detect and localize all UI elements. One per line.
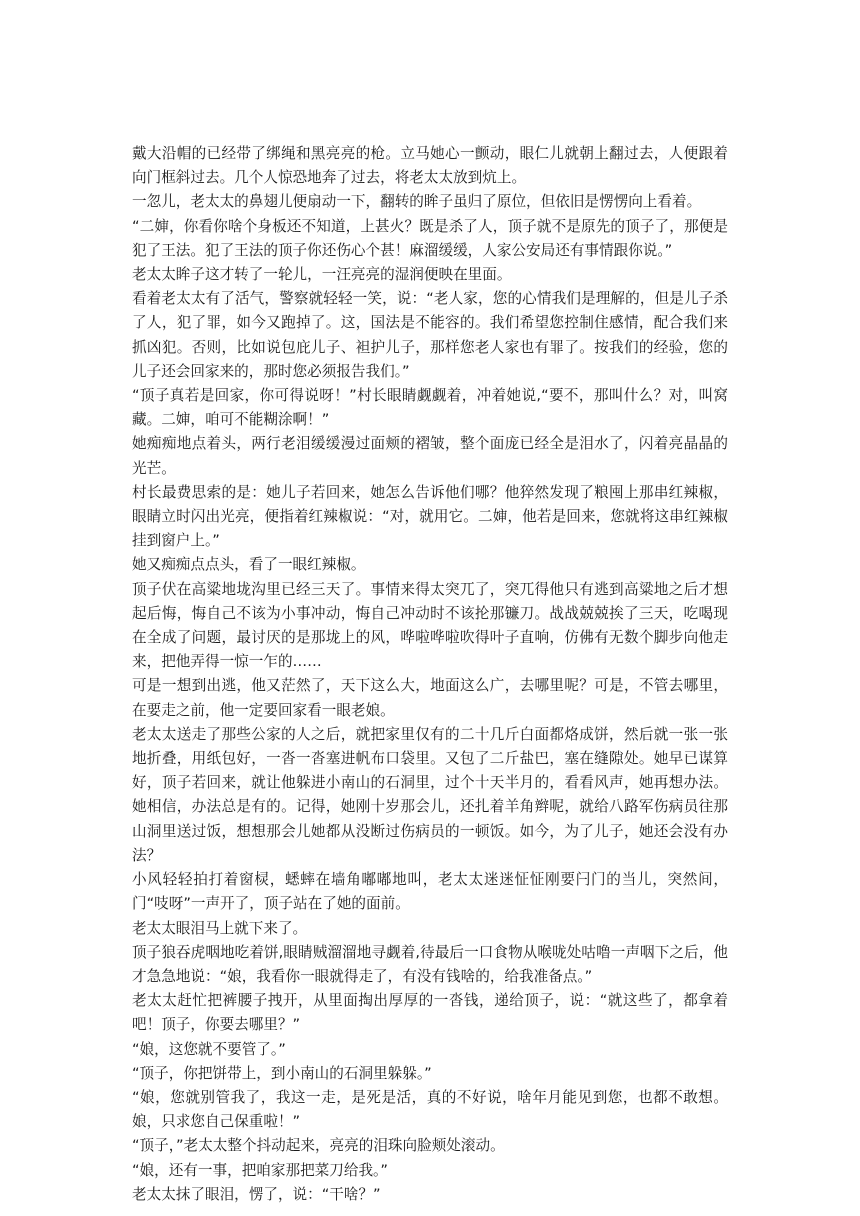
paragraph-6: “顶子真若是回家，你可得说呀！”村长眼睛觑觑着，冲着她说,“要不，那叫什么？对，叫窝藏。二婶，咱可不能糊涂啊！” [132,387,728,429]
paragraph-8: 村长最费思索的是：她儿子若回来，她怎么告诉他们哪？他猝然发现了粮囤上那串红辣椒，眼睛立时闪出光亮，便指着红辣椒说：“对，就用它。二婶，他若是回来，您就将这串红辣椒挂到窗户上。” [132,483,728,550]
paragraph-15: 顶子狼吞虎咽地吃着饼,眼睛贼溜溜地寻觑着,待最后一口食物从喉咙处咕噜一声咽下之后，他才急急地说：“娘，我看你一眼就得走了，有没有钱啥的，给我准备点。” [132,943,728,985]
paragraph-17: “娘，这您就不要管了。” [132,1040,286,1058]
paragraph-7: 她痴痴地点着头，两行老泪缓缓漫过面颊的褶皱，整个面庞已经全是泪水了，闪着亮晶晶的光芒。 [132,435,728,477]
paragraph-13: 小风轻轻拍打着窗棂，蟋蟀在墙角嘟嘟地叫，老太太迷迷怔怔刚要闩门的当儿，突然间，门“吱呀”一声开了，顶子站在了她的面前。 [132,871,728,913]
paragraph-12: 老太太送走了那些公家的人之后，就把家里仅有的二十几斤白面都烙成饼，然后就一张一张地折叠，用纸包好，一沓一沓塞进帆布口袋里。又包了二斤盐巴，塞在缝隙处。她早已谋算好，顶子若回来，就让他躲进小南山的石洞里，过个十天半月的，看看风声，她再想办法。她相信，办法总是有的。记得，她刚十岁那会儿，还扎着羊角辫呢，就给八路军伤病员往那山洞里送过饭，想想那会儿她都从没断过伤病员的一顿饭。如今，为了儿子，她还会没有办法？ [132,725,728,864]
paragraph-19: “娘，您就别管我了，我这一走，是死是活，真的不好说，啥年月能见到您，也都不敢想。娘，只求您自己保重啦！” [132,1088,728,1131]
document-page [132,142,728,1207]
paragraph-4: 老太太眸子这才转了一轮儿，一汪亮亮的湿润便映在里面。 [132,266,512,284]
paragraph-18: “顶子，你把饼带上，到小南山的石洞里躲躲。” [132,1064,432,1082]
paragraph-16: 老太太赶忙把裤腰子拽开，从里面掏出厚厚的一沓钱，递给顶子，说：“就这些了，都拿着吧！顶子，你要去哪里？” [132,992,728,1034]
paragraph-5: 看着老太太有了活气，警察就轻轻一笑，说：“老人家，您的心情我们是理解的，但是儿子杀了人，犯了罪，如今又跑掉了。这，国法是不能容的。我们希望您控制住感情，配合我们来抓凶犯。否则，比如说包庇儿子、袒护儿子，那样您老人家也有罪了。按我们的经验，您的儿子还会回家来的，那时您必须报告我们。” [132,290,728,380]
paragraph-14: 老太太眼泪马上就下来了。 [132,919,308,937]
paragraph-3: “二婶，你看你啥个身板还不知道，上甚火？既是杀了人，顶子就不是原先的顶子了，那便是犯了王法。犯了王法的顶子你还伤心个甚！麻溜缓缓，人家公安局还有事情跟你说。” [132,217,728,259]
paragraph-11: 可是一想到出逃，他又茫然了，天下这么大，地面这么广，去哪里呢？可是，不管去哪里，在要走之前，他一定要回家看一眼老娘。 [132,677,728,719]
paragraph-21: “娘，还有一事，把咱家那把菜刀给我。” [132,1161,388,1179]
paragraph-2: 一忽儿，老太太的鼻翅儿便扇动一下，翻转的眸子虽归了原位，但依旧是愣愣向上看着。 [132,193,702,211]
paragraph-10: 顶子伏在高粱地垅沟里已经三天了。事情来得太突兀了，突兀得他只有逃到高粱地之后才想起后悔，悔自己不该为小事冲动，悔自己冲动时不该抡那镰刀。战战兢兢挨了三天，吃喝现在全成了问题，最讨厌的是那垅上的风，哗啦哗啦吹得叶子直响，仿佛有无数个脚步向他走来，把他弄得一惊一乍的…… [132,580,728,671]
paragraph-1: 戴大沿帽的已经带了绑绳和黑亮亮的枪。立马她心一颤动，眼仁儿就朝上翻过去，人便跟着向门框斜过去。几个人惊恐地奔了过去，将老太太放到炕上。 [132,145,728,187]
paragraph-20: “顶子，”老太太整个抖动起来，亮亮的泪珠向脸颊处滚动。 [132,1137,505,1155]
paragraph-9: 她又痴痴点点头，看了一眼红辣椒。 [132,556,366,574]
paragraph-22: 老太太抹了眼泪，愣了，说：“干啥？” [132,1185,381,1203]
